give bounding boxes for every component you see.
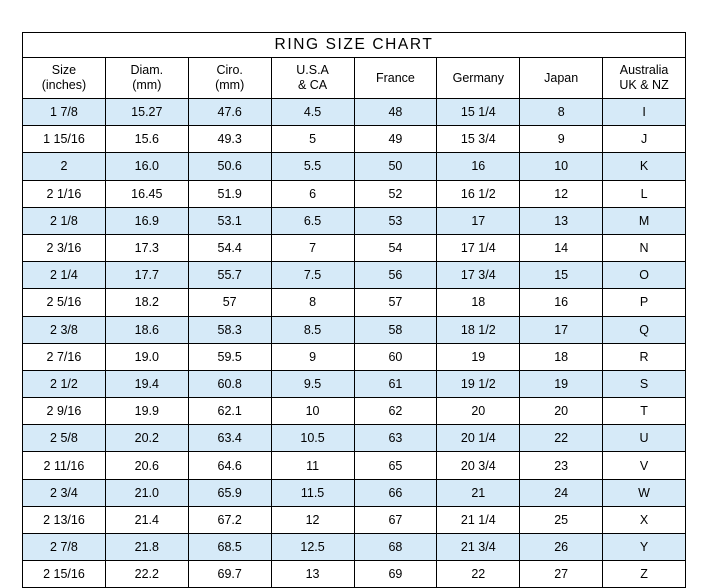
table-row: [23, 316, 686, 343]
table-cell: 62: [354, 398, 437, 425]
table-cell: 68: [354, 534, 437, 561]
table-cell: 1 15/16: [23, 126, 106, 153]
table-cell: 10: [520, 153, 603, 180]
table-cell: 65.9: [188, 479, 271, 506]
table-cell: 52: [354, 180, 437, 207]
table-cell: 21.4: [105, 506, 188, 533]
ring-size-chart-container: [22, 32, 686, 588]
table-cell: 20: [520, 398, 603, 425]
column-header-usa-ca: [271, 58, 354, 99]
table-row: [23, 425, 686, 452]
column-header-australia-uk-nz: [603, 58, 686, 99]
table-cell: 25: [520, 506, 603, 533]
table-cell: 7: [271, 234, 354, 261]
table-cell: Y: [603, 534, 686, 561]
table-cell: M: [603, 207, 686, 234]
table-cell: 20 3/4: [437, 452, 520, 479]
table-cell: 61: [354, 370, 437, 397]
table-cell: 6.5: [271, 207, 354, 234]
table-cell: 17 1/4: [437, 234, 520, 261]
column-header-germany-line1: Germany: [452, 70, 505, 85]
table-cell: 1 7/8: [23, 99, 106, 126]
table-cell: 15.6: [105, 126, 188, 153]
table-cell: 53: [354, 207, 437, 234]
table-cell: 16: [437, 153, 520, 180]
column-header-diameter: [105, 58, 188, 99]
table-cell: 8.5: [271, 316, 354, 343]
table-cell: 18: [437, 289, 520, 316]
table-cell: 64.6: [188, 452, 271, 479]
table-cell: 16.0: [105, 153, 188, 180]
table-row: [23, 398, 686, 425]
table-cell: 20.6: [105, 452, 188, 479]
table-cell: 12.5: [271, 534, 354, 561]
table-cell: 18.6: [105, 316, 188, 343]
table-cell: 18: [520, 343, 603, 370]
table-row: [23, 479, 686, 506]
table-cell: V: [603, 452, 686, 479]
table-cell: 26: [520, 534, 603, 561]
table-cell: 8: [271, 289, 354, 316]
table-cell: 53.1: [188, 207, 271, 234]
table-row: [23, 99, 686, 126]
table-cell: 24: [520, 479, 603, 506]
table-cell: 8: [520, 99, 603, 126]
table-cell: 16 1/2: [437, 180, 520, 207]
table-cell: 19 1/2: [437, 370, 520, 397]
table-row: [23, 370, 686, 397]
table-cell: T: [603, 398, 686, 425]
table-cell: 9: [520, 126, 603, 153]
table-cell: P: [603, 289, 686, 316]
table-row: [23, 153, 686, 180]
column-header-usa-ca-line2: & CA: [297, 78, 328, 92]
table-cell: 16.9: [105, 207, 188, 234]
table-cell: 18 1/2: [437, 316, 520, 343]
table-cell: 2 7/8: [23, 534, 106, 561]
table-cell: 22: [437, 561, 520, 588]
table-cell: 9.5: [271, 370, 354, 397]
table-cell: 63.4: [188, 425, 271, 452]
table-cell: 59.5: [188, 343, 271, 370]
column-header-australia-uk-nz-line1: Australia: [619, 63, 669, 77]
table-cell: 15: [520, 262, 603, 289]
table-cell: 58.3: [188, 316, 271, 343]
table-cell: 63: [354, 425, 437, 452]
column-header-japan: [520, 58, 603, 99]
column-header-france-line1: France: [375, 70, 415, 85]
table-cell: 60.8: [188, 370, 271, 397]
table-cell: Z: [603, 561, 686, 588]
table-cell: 15.27: [105, 99, 188, 126]
table-cell: 11.5: [271, 479, 354, 506]
table-cell: 2 3/4: [23, 479, 106, 506]
chart-title: RING SIZE CHART: [23, 33, 686, 58]
table-cell: 48: [354, 99, 437, 126]
table-cell: 62.1: [188, 398, 271, 425]
table-row: [23, 534, 686, 561]
table-cell: 14: [520, 234, 603, 261]
table-cell: W: [603, 479, 686, 506]
table-row: [23, 343, 686, 370]
table-cell: 58: [354, 316, 437, 343]
table-cell: 69.7: [188, 561, 271, 588]
table-cell: 69: [354, 561, 437, 588]
column-header-france: [354, 58, 437, 99]
table-cell: 2 15/16: [23, 561, 106, 588]
table-cell: 6: [271, 180, 354, 207]
table-cell: 49: [354, 126, 437, 153]
table-cell: 22: [520, 425, 603, 452]
table-cell: 22.2: [105, 561, 188, 588]
table-cell: L: [603, 180, 686, 207]
table-row: [23, 126, 686, 153]
table-cell: 2 13/16: [23, 506, 106, 533]
table-cell: K: [603, 153, 686, 180]
table-cell: 2 9/16: [23, 398, 106, 425]
table-cell: 16.45: [105, 180, 188, 207]
column-header-size-line2: (inches): [41, 78, 87, 92]
table-cell: 2 1/4: [23, 262, 106, 289]
table-cell: 57: [354, 289, 437, 316]
table-cell: 50.6: [188, 153, 271, 180]
table-cell: 17.3: [105, 234, 188, 261]
table-cell: 13: [271, 561, 354, 588]
table-cell: I: [603, 99, 686, 126]
table-cell: 68.5: [188, 534, 271, 561]
column-header-diameter-line1: Diam.: [130, 63, 164, 77]
table-cell: S: [603, 370, 686, 397]
table-cell: 2: [23, 153, 106, 180]
table-cell: 49.3: [188, 126, 271, 153]
table-cell: 67.2: [188, 506, 271, 533]
table-cell: U: [603, 425, 686, 452]
column-header-circumference: [188, 58, 271, 99]
table-row: [23, 180, 686, 207]
table-cell: 21: [437, 479, 520, 506]
table-cell: 4.5: [271, 99, 354, 126]
table-cell: 67: [354, 506, 437, 533]
table-cell: 20: [437, 398, 520, 425]
table-cell: 19.4: [105, 370, 188, 397]
table-cell: 19.9: [105, 398, 188, 425]
table-cell: 9: [271, 343, 354, 370]
table-cell: 2 5/8: [23, 425, 106, 452]
column-header-circumference-line1: Ciro.: [216, 63, 243, 77]
table-cell: 12: [520, 180, 603, 207]
table-cell: 21 3/4: [437, 534, 520, 561]
table-cell: 7.5: [271, 262, 354, 289]
table-cell: 15 1/4: [437, 99, 520, 126]
table-cell: 54.4: [188, 234, 271, 261]
column-header-size: [23, 58, 106, 99]
table-cell: 54: [354, 234, 437, 261]
column-header-australia-uk-nz-line2: UK & NZ: [619, 78, 669, 92]
table-cell: 47.6: [188, 99, 271, 126]
table-cell: 11: [271, 452, 354, 479]
table-cell: 20 1/4: [437, 425, 520, 452]
table-cell: N: [603, 234, 686, 261]
table-cell: 50: [354, 153, 437, 180]
table-row: [23, 289, 686, 316]
table-cell: 65: [354, 452, 437, 479]
ring-size-chart-table: [22, 32, 686, 588]
table-cell: O: [603, 262, 686, 289]
table-row: [23, 207, 686, 234]
table-cell: 51.9: [188, 180, 271, 207]
table-cell: 21.8: [105, 534, 188, 561]
table-cell: 17: [520, 316, 603, 343]
table-cell: 13: [520, 207, 603, 234]
table-cell: 17.7: [105, 262, 188, 289]
table-cell: 2 11/16: [23, 452, 106, 479]
table-cell: 66: [354, 479, 437, 506]
table-row: [23, 561, 686, 588]
title-row: [23, 33, 686, 58]
table-cell: 20.2: [105, 425, 188, 452]
column-header-diameter-line2: (mm): [132, 78, 162, 92]
table-cell: 19: [520, 370, 603, 397]
table-cell: 2 1/2: [23, 370, 106, 397]
table-cell: Q: [603, 316, 686, 343]
header-row: [23, 58, 686, 99]
table-row: [23, 262, 686, 289]
table-cell: 18.2: [105, 289, 188, 316]
table-cell: 55.7: [188, 262, 271, 289]
table-cell: 23: [520, 452, 603, 479]
table-row: [23, 506, 686, 533]
table-cell: X: [603, 506, 686, 533]
table-cell: 21 1/4: [437, 506, 520, 533]
column-header-germany: [437, 58, 520, 99]
table-cell: 16: [520, 289, 603, 316]
table-cell: R: [603, 343, 686, 370]
table-cell: 2 3/8: [23, 316, 106, 343]
table-cell: 15 3/4: [437, 126, 520, 153]
table-body: [23, 33, 686, 588]
column-header-usa-ca-line1: U.S.A: [296, 63, 329, 77]
table-cell: 10.5: [271, 425, 354, 452]
table-cell: 17: [437, 207, 520, 234]
table-cell: 2 3/16: [23, 234, 106, 261]
table-cell: 10: [271, 398, 354, 425]
column-header-circumference-line2: (mm): [215, 78, 245, 92]
table-cell: J: [603, 126, 686, 153]
column-header-size-line1: Size: [51, 63, 77, 77]
table-cell: 56: [354, 262, 437, 289]
table-row: [23, 452, 686, 479]
table-row: [23, 234, 686, 261]
table-cell: 17 3/4: [437, 262, 520, 289]
column-header-japan-line1: Japan: [544, 70, 579, 85]
table-cell: 60: [354, 343, 437, 370]
table-cell: 2 7/16: [23, 343, 106, 370]
table-cell: 12: [271, 506, 354, 533]
table-cell: 21.0: [105, 479, 188, 506]
table-cell: 2 5/16: [23, 289, 106, 316]
table-cell: 2 1/8: [23, 207, 106, 234]
table-cell: 2 1/16: [23, 180, 106, 207]
table-cell: 19: [437, 343, 520, 370]
table-cell: 5: [271, 126, 354, 153]
table-cell: 27: [520, 561, 603, 588]
table-cell: 5.5: [271, 153, 354, 180]
table-cell: 19.0: [105, 343, 188, 370]
table-cell: 57: [188, 289, 271, 316]
